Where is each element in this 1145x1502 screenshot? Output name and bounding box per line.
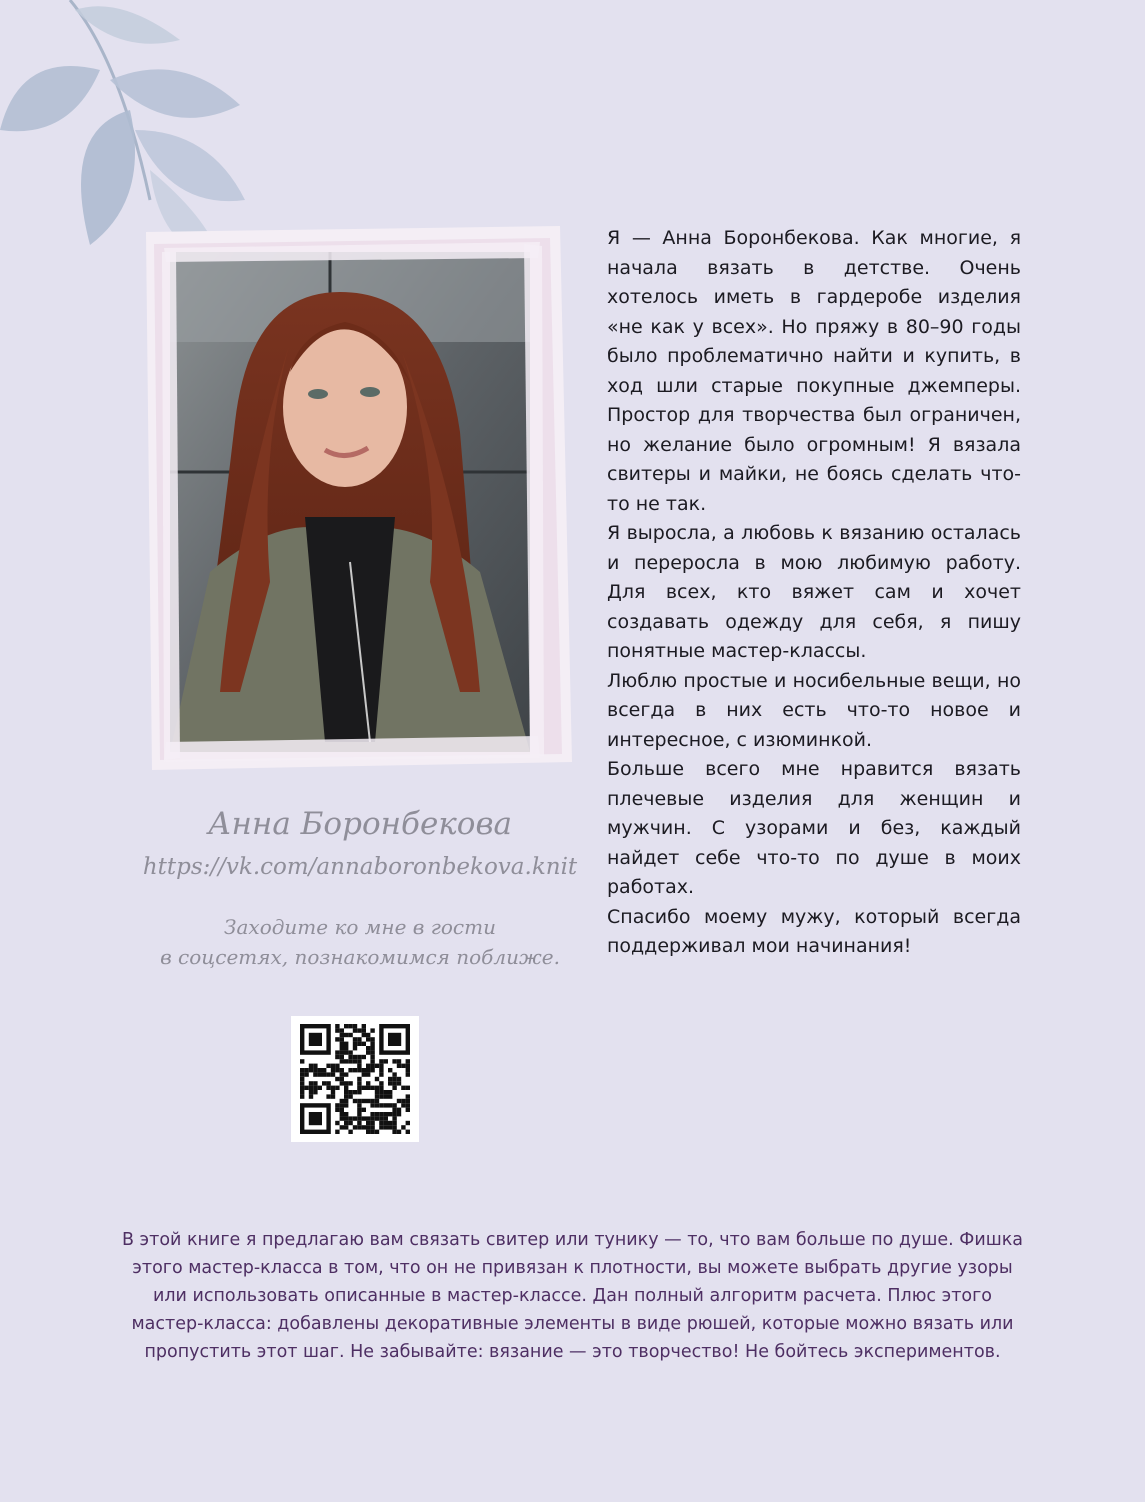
bio-paragraph: Люблю простые и носибельные вещи, но всегда в них есть что-то новое и интересное, с изюминкой.: [607, 669, 1021, 751]
author-link[interactable]: https://vk.com/annaboronbekova.knit: [142, 854, 578, 880]
author-name: Анна Боронбекова: [208, 806, 512, 842]
bio-paragraph: Я выросла, а любовь к вязанию осталась и переросла в мою любимую работу. Для всех, кто вяжет сам и хочет создавать одежду для себя, я пишу понятные мастер-классы.: [607, 522, 1021, 662]
bio-paragraph: Больше всего мне нравится вязать плечевые изделия для женщин и мужчин. С узорами и без, каждый найдет себе что-то по душе в моих работах.: [607, 758, 1021, 898]
invite-line-2: в соцсетях, познакомимся поближе.: [160, 945, 560, 969]
leaf-branch-icon: [0, 0, 260, 260]
author-photo: [140, 222, 572, 770]
author-photo-image: [140, 222, 572, 770]
invite-line-1: Заходите ко мне в гости: [224, 915, 496, 939]
bio-text: [607, 224, 1021, 962]
invite-text: [130, 912, 590, 972]
qr-code-icon[interactable]: [291, 1016, 419, 1142]
bio-paragraph: Я — Анна Боронбекова. Как многие, я начала вязать в детстве. Очень хотелось иметь в гардеробе изделия «не как у всех». Но пряжу в 80–90 годы было проблематично найти и купить, в ход шли старые покупные джемперы. Простор для творчества был ограничен, но желание было огромным! Я вязала свитеры и майки, не боясь сделать что-то не так.: [607, 227, 1021, 515]
book-intro-text: В этой книге я предлагаю вам связать свитер или тунику — то, что вам больше по душе. Фишка этого мастер-класса в том, что он не привязан к плотности, вы можете выбрать другие узоры или использовать описанные в мастер-классе. Дан полный алгоритм расчета. Плюс этого мастер-класса: добавлены декоративные элементы в виде рюшей, которые можно вязать или пропустить этот шаг. Не забывайте: вязание — это творчество! Не бойтесь экспериментов.: [121, 1230, 1024, 1362]
bio-paragraph: Спасибо моему мужу, который всегда поддерживал мои начинания!: [607, 905, 1021, 957]
